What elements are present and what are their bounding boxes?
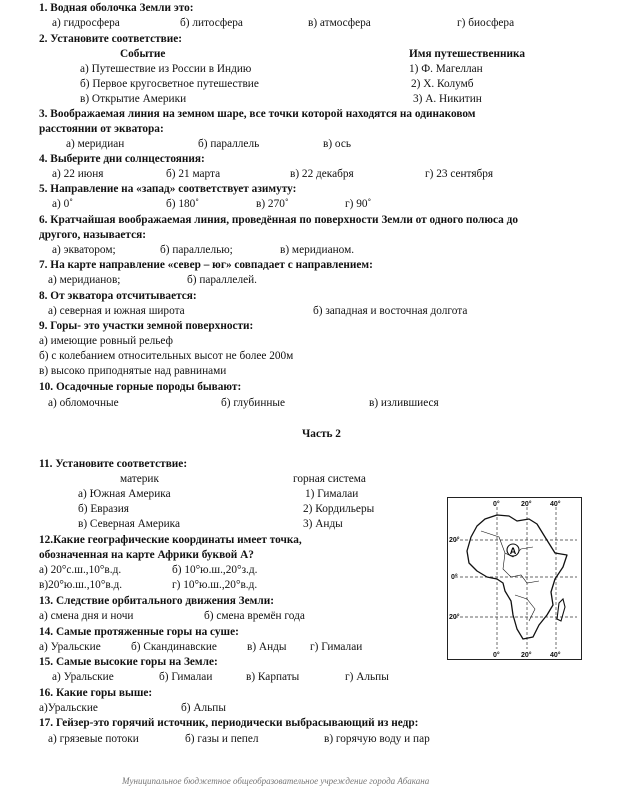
q13-option-b[interactable]: б) смена времён года [204,610,305,622]
map-left-label-0: 0° [451,574,458,581]
q9-option-a[interactable]: а) имеющие ровный рельеф [39,335,173,347]
q13-title: 13. Следствие орбитального движения Земли: [39,595,274,607]
q7-option-a[interactable]: а) меридианов; [48,274,121,286]
q14-option-d[interactable]: г) Гималаи [310,641,363,653]
q10-title: 10. Осадочные горные породы бывают: [39,381,242,393]
q10-option-b[interactable]: б) глубинные [221,397,286,409]
q11-mountain-3[interactable]: 3) Анды [303,518,343,530]
q11-mountain-1[interactable]: 1) Гималаи [305,488,359,500]
q11-continent-c[interactable]: в) Северная Америка [78,518,180,530]
q2-traveler-3[interactable]: 3) А. Никитин [413,93,482,105]
q1-option-d[interactable]: г) биосфера [457,17,515,29]
map-top-label-40: 40° [550,501,561,508]
q14-option-a[interactable]: а) Уральские [39,641,101,653]
q10-option-a[interactable]: а) обломочные [48,397,119,409]
q2-traveler-1[interactable]: 1) Ф. Магеллан [409,63,483,75]
q6-option-c[interactable]: в) меридианом. [280,244,355,256]
map-top-label-20: 20° [521,501,532,508]
q6-title-line2: другого, называется: [39,229,146,241]
q10-option-c[interactable]: в) излившиеся [369,397,439,409]
q11-mountain-2[interactable]: 2) Кордильеры [303,503,375,515]
q12-title-line1: 12.Какие географические координаты имеет точка, [39,534,302,546]
part2-heading: Часть 2 [302,428,341,440]
q16-option-b[interactable]: б) Альпы [181,702,226,714]
q3-option-c[interactable]: в) ось [323,138,352,150]
q12-option-c[interactable]: в)20°ю.ш.,10°в.д. [39,579,123,591]
map-bottom-label-40: 40° [550,652,561,659]
map-frame [448,498,582,660]
map-top-label-0: 0° [493,501,500,508]
q14-title: 14. Самые протяженные горы на суше: [39,626,239,638]
q4-option-a[interactable]: а) 22 июня [52,168,104,180]
q2-head-traveler: Имя путешественника [409,48,526,60]
q4-option-b[interactable]: б) 21 марта [166,168,221,180]
q6-title-line1: 6. Кратчайшая воображаемая линия, проведённая по поверхности Земли от одного полюса до [39,214,519,226]
q2-head-event: Событие [120,48,166,60]
q12-option-b[interactable]: б) 10°ю.ш.,20°з.д. [172,564,258,576]
q11-head-continent: материк [120,473,159,485]
footer-text: Муниципальное бюджетное общеобразовательное учреждение города Абакана [122,776,430,786]
q17-option-c[interactable]: в) горячую воду и пар [324,733,430,745]
q2-event-a[interactable]: а) Путешествие из России в Индию [80,63,252,75]
q6-option-a[interactable]: а) экватором; [52,244,116,256]
q4-option-d[interactable]: г) 23 сентября [425,168,494,180]
q9-title: 9. Горы- это участки земной поверхности: [39,320,254,332]
q1-option-b[interactable]: б) литосфера [180,17,243,29]
q16-title: 16. Какие горы выше: [39,687,153,699]
q11-continent-b[interactable]: б) Евразия [78,503,129,515]
africa-map [447,497,582,660]
q7-option-b[interactable]: б) параллелей. [187,274,257,286]
q12-option-d[interactable]: г) 10°ю.ш.,20°в.д. [172,579,258,591]
q2-event-b[interactable]: б) Первое кругосветное путешествие [80,78,259,90]
q17-title: 17. Гейзер-это горячий источник, периодически выбрасывающий из недр: [39,717,419,729]
map-bottom-label-20: 20° [521,652,532,659]
q11-continent-a[interactable]: а) Южная Америка [78,488,171,500]
q2-event-c[interactable]: в) Открытие Америки [80,93,187,105]
map-left-label-20s: 20° [449,614,460,621]
q1-title: 1. Водная оболочка Земли это: [39,2,194,14]
point-a-label: A [509,546,517,556]
q15-title: 15. Самые высокие горы на Земле: [39,656,218,668]
q8-option-a[interactable]: а) северная и южная широта [48,305,185,317]
q15-option-b[interactable]: б) Гималаи [159,671,213,683]
q8-option-b[interactable]: б) западная и восточная долгота [313,305,468,317]
q16-option-a[interactable]: а)Уральские [39,702,98,714]
q15-option-d[interactable]: г) Альпы [345,671,389,683]
q2-traveler-2[interactable]: 2) Х. Колумб [411,78,474,90]
q2-title: 2. Установите соответствие: [39,33,183,45]
q15-option-c[interactable]: в) Карпаты [246,671,300,683]
q17-option-a[interactable]: а) грязевые потоки [48,733,139,745]
q1-option-a[interactable]: а) гидросфера [52,17,120,29]
q4-option-c[interactable]: в) 22 декабря [290,168,354,180]
q14-option-c[interactable]: в) Анды [247,641,287,653]
q6-option-b[interactable]: б) параллелью; [160,244,233,256]
q13-option-a[interactable]: а) смена дня и ночи [39,610,134,622]
q14-option-b[interactable]: б) Скандинавские [131,641,217,653]
q3-option-b[interactable]: б) параллель [198,138,260,150]
q4-title: 4. Выберите дни солнцестояния: [39,153,205,165]
africa-map-svg [447,497,582,660]
q12-option-a[interactable]: а) 20°с.ш.,10°в.д. [39,564,122,576]
q5-option-d[interactable]: г) 90˚ [345,198,372,210]
q8-title: 8. От экватора отсчитывается: [39,290,197,302]
q3-title-line2: расстоянии от экватора: [39,123,164,135]
q5-option-a[interactable]: а) 0˚ [52,198,74,210]
q1-option-c[interactable]: в) атмосфера [308,17,371,29]
q3-option-a[interactable]: а) меридиан [66,138,125,150]
q9-option-b[interactable]: б) с колебанием относительных высот не более 200м [39,350,294,362]
q3-title-line1: 3. Воображаемая линия на земном шаре, все точки которой находятся на одинаковом [39,108,476,120]
map-bottom-label-0: 0° [493,652,500,659]
q11-head-mountain: горная система [293,473,366,485]
q11-title: 11. Установите соответствие: [39,458,188,470]
q17-option-b[interactable]: б) газы и пепел [185,733,259,745]
q5-option-b[interactable]: б) 180˚ [166,198,200,210]
q5-title: 5. Направление на «запад» соответствует азимуту: [39,183,297,195]
q7-title: 7. На карте направление «север – юг» совпадает с направлением: [39,259,373,271]
map-left-label-20n: 20° [449,537,460,544]
q12-title-line2: обозначенная на карте Африки буквой А? [39,549,254,561]
q5-option-c[interactable]: в) 270˚ [256,198,289,210]
q15-option-a[interactable]: а) Уральские [52,671,114,683]
q9-option-c[interactable]: в) высоко приподнятые над равнинами [39,365,227,377]
